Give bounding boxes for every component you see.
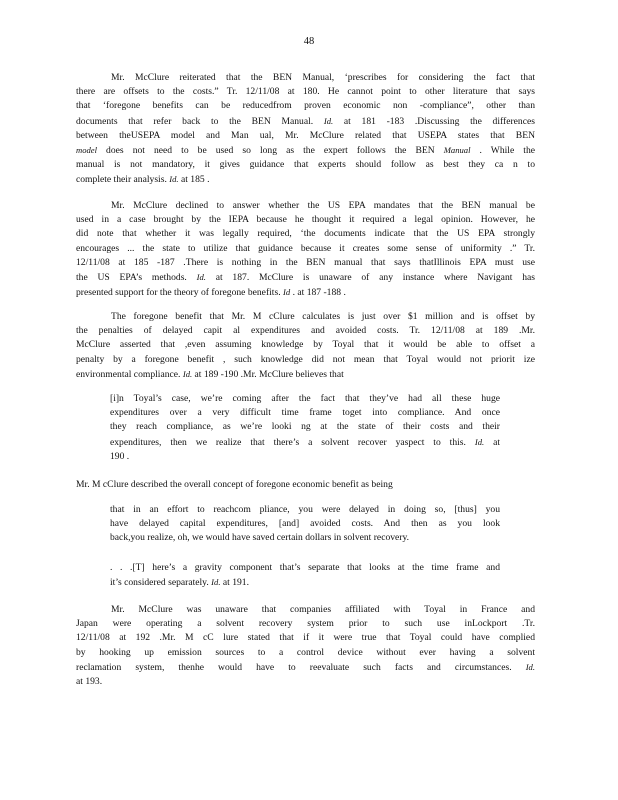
text-line: presented support for the theory of foregone benefits. Id . at 187 -188 . [76,287,346,299]
text-line: McClure asserted that ,even assuming knowledge by Toyal that it would be able to offset a [76,339,535,351]
text-line: The foregone benefit that Mr. M cClure calculates is just over $1 million and is offset by [111,311,535,322]
text-line: manual is not mandatory, it gives guidance that experts should follow as best they ca n to [76,159,535,171]
text-line: that in an effort to reachcom pliance, you were delayed in doing so, [thus] you [110,504,500,515]
text-line: 190 . [110,450,130,462]
text-line: expenditures, then we realize that there’s a solvent recover yaspect to this. Id. at [110,436,500,448]
text-line: encourages ... the state to utilize that guidance because it creates some sense of uniformity .” Tr. [76,242,535,254]
text-line: the US EPA’s methods. Id. at 187. McClure is unaware of any instance where Navigant has [76,272,535,284]
text-line: penalty by a foregone benefit , such knowledge did not mean that Toyal would not priorit ize [76,353,535,365]
text-line: reclamation system, thenhe would have to reevaluate such facts and circumstances. Id. [76,661,535,673]
block-quote-1 [110,392,500,464]
text-line: did note that whether it was legally required, ‘the documents indicate that the US EPA strongly [76,228,535,240]
text-line: Mr. McClure reiterated that the BEN Manual, ‘prescribes for considering the fact that [111,72,535,83]
paragraph-4 [76,478,535,492]
text-line: it’s considered separately. Id. at 191. [110,577,249,589]
text-line: model does not need to be used so long as the expert follows the BEN Manual . While the [76,145,535,157]
block-quote-3 [110,561,500,590]
paragraph-3 [76,310,535,382]
text-line: between theUSEPA model and Man ual, Mr. McClure related that USEPA states that BEN [76,129,535,141]
text-line: [i]n Toyal’s case, we’re coming after the fact that they’ve had all these huge [110,393,500,404]
text-line: 12/11/08 at 192 .Mr. M cC lure stated that if it were true that Toyal could have complied [76,632,535,644]
text-line: by hooking up emission sources to a control device without ever having a solvent [76,646,535,658]
block-quote-2 [110,503,500,546]
text-line: at 193. [76,676,103,688]
page-number: 48 [303,36,315,47]
text-line: documents that refer back to the BEN Manual. Id. at 181 -183 .Discussing the differences [76,115,535,127]
text-line: 12/11/08 at 185 -187 .There is nothing in the BEN manual that says thatIllinois EPA must use [76,256,535,268]
text-line: complete their analysis. Id. at 185 . [76,174,210,186]
text-line: expenditures over a very difficult time frame toget into compliance. And once [110,407,500,419]
paragraph-2 [76,199,535,300]
text-line: the penalties of delayed capit al expenditures and avoided costs. Tr. 12/11/08 at 189 .Mr. [76,325,535,337]
text-line: have delayed capital expenditures, [and] avoided costs. And then as you look [110,518,500,530]
text-line: there are offsets to the costs.” Tr. 12/11/08 at 180. He cannot point to other literature that says [76,86,535,98]
text-line: Mr. McClure was unaware that companies affiliated with Toyal in France and [111,604,535,615]
text-line: Mr. McClure declined to answer whether the US EPA mandates that the BEN manual be [111,200,535,211]
text-line: back,you realize, oh, we would have saved certain dollars in solvent recovery. [110,532,410,544]
text-line: . . .[T] here’s a gravity component that’s separate that looks at the time frame and [110,562,500,573]
text-line: environmental compliance. Id. at 189 -190 .Mr. McClure believes that [76,368,344,380]
text-line: Japan were operating a solvent recovery system prior to such use inLockport .Tr. [76,618,535,630]
text-line: Mr. M cClure described the overall concept of foregone economic benefit as being [76,479,393,490]
text-line: that ‘foregone benefits can be reducedfrom proven economic non -compliance”, other than [76,100,535,112]
paragraph-5 [76,603,535,689]
text-line: used in a case brought by the IEPA because he thought it required a legal opinion. However, he [76,214,535,226]
paragraph-1 [76,71,535,188]
text-line: they reach compliance, as we’re looki ng at the state of their costs and their [110,421,500,433]
